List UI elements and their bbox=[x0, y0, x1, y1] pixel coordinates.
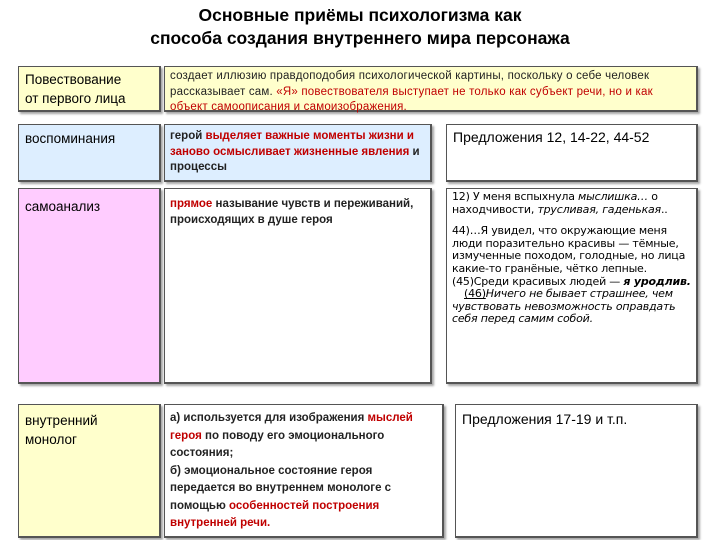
example-12-italic-1: мыслишка… bbox=[578, 190, 648, 203]
example-12-text-b: о находчивости, bbox=[452, 190, 658, 216]
label-monologue-line1: внутренний bbox=[25, 413, 98, 428]
label-memories-text: воспоминания bbox=[25, 131, 116, 146]
example-46 bbox=[452, 288, 691, 326]
ref-memories bbox=[446, 124, 698, 182]
label-first-person-line1: Повествование bbox=[25, 72, 122, 87]
label-monologue bbox=[18, 404, 161, 538]
title-line-1: Основные приёмы психологизма как bbox=[198, 5, 522, 25]
desc-self-analysis-text: называние чувств и переживаний, происходящих в душе героя bbox=[170, 198, 414, 226]
desc-memories-text-a: герой bbox=[170, 130, 206, 142]
ref-memories-text: Предложения 12, 14-22, 44-52 bbox=[453, 129, 650, 145]
label-memories bbox=[18, 124, 161, 182]
label-self-analysis-text: самоанализ bbox=[25, 199, 101, 214]
desc-monologue-b-highlight: особенностей построения внутренней речи. bbox=[170, 499, 380, 529]
label-first-person bbox=[18, 66, 161, 112]
examples-self-analysis bbox=[446, 188, 698, 384]
desc-monologue-b-text: б) эмоциональное состояние героя передается во внутреннем монологе с помощью bbox=[170, 464, 392, 512]
desc-first-person-text: создает иллюзию правдоподобия психологической картины, поскольку о себе человек рассказывает сам. bbox=[170, 70, 650, 98]
page-title bbox=[60, 4, 660, 50]
ref-monologue bbox=[455, 404, 698, 538]
example-44 bbox=[452, 225, 691, 288]
ref-monologue-text: Предложения 17-19 и т.п. bbox=[462, 411, 628, 427]
desc-monologue-a-highlight: мыслей героя bbox=[170, 412, 413, 442]
title-line-2: способа создания внутреннего мира персонажа bbox=[150, 28, 570, 48]
example-12 bbox=[452, 191, 691, 216]
desc-first-person-highlight: «Я» повествователя выступает не только как субъект речи, но и как объект самоописания и самоизображения. bbox=[170, 85, 653, 113]
example-46-number: (46) bbox=[464, 287, 486, 301]
desc-first-person bbox=[164, 66, 698, 112]
desc-self-analysis bbox=[164, 188, 432, 384]
example-12-italic-2: трусливая, гаденькая bbox=[537, 202, 661, 216]
label-first-person-line2: от первого лица bbox=[25, 91, 126, 106]
desc-monologue-a-text2: по поводу его эмоционального состояния; bbox=[170, 429, 385, 459]
desc-self-analysis-highlight: прямое bbox=[170, 198, 213, 210]
example-12-text-a: 12) У меня вспыхнула bbox=[452, 190, 579, 203]
label-monologue-line2: монолог bbox=[25, 432, 77, 447]
example-44-bold-italic: я уродлив. bbox=[623, 274, 691, 288]
desc-monologue bbox=[164, 404, 444, 538]
example-44-text: 44)…Я увидел, что окружающие меня люди поразительно красивы — тёмные, измученные походом, голодные, но лица какие-то гранёные, чётко лепные. (45)Среди красивых людей — bbox=[452, 224, 686, 288]
label-self-analysis bbox=[18, 188, 161, 384]
example-12-text-c: .. bbox=[660, 202, 668, 216]
desc-memories bbox=[164, 124, 432, 182]
example-46-italic: Ничего не бывает страшнее, чем чувствовать невозможность оправдать себя перед самим собой. bbox=[452, 287, 676, 326]
desc-memories-highlight: выделяет важные моменты жизни и заново осмысливает жизненные явления bbox=[170, 130, 414, 158]
desc-monologue-a-text1: а) используется для изображения bbox=[170, 412, 368, 424]
desc-memories-text-b: и процессы bbox=[170, 145, 420, 173]
